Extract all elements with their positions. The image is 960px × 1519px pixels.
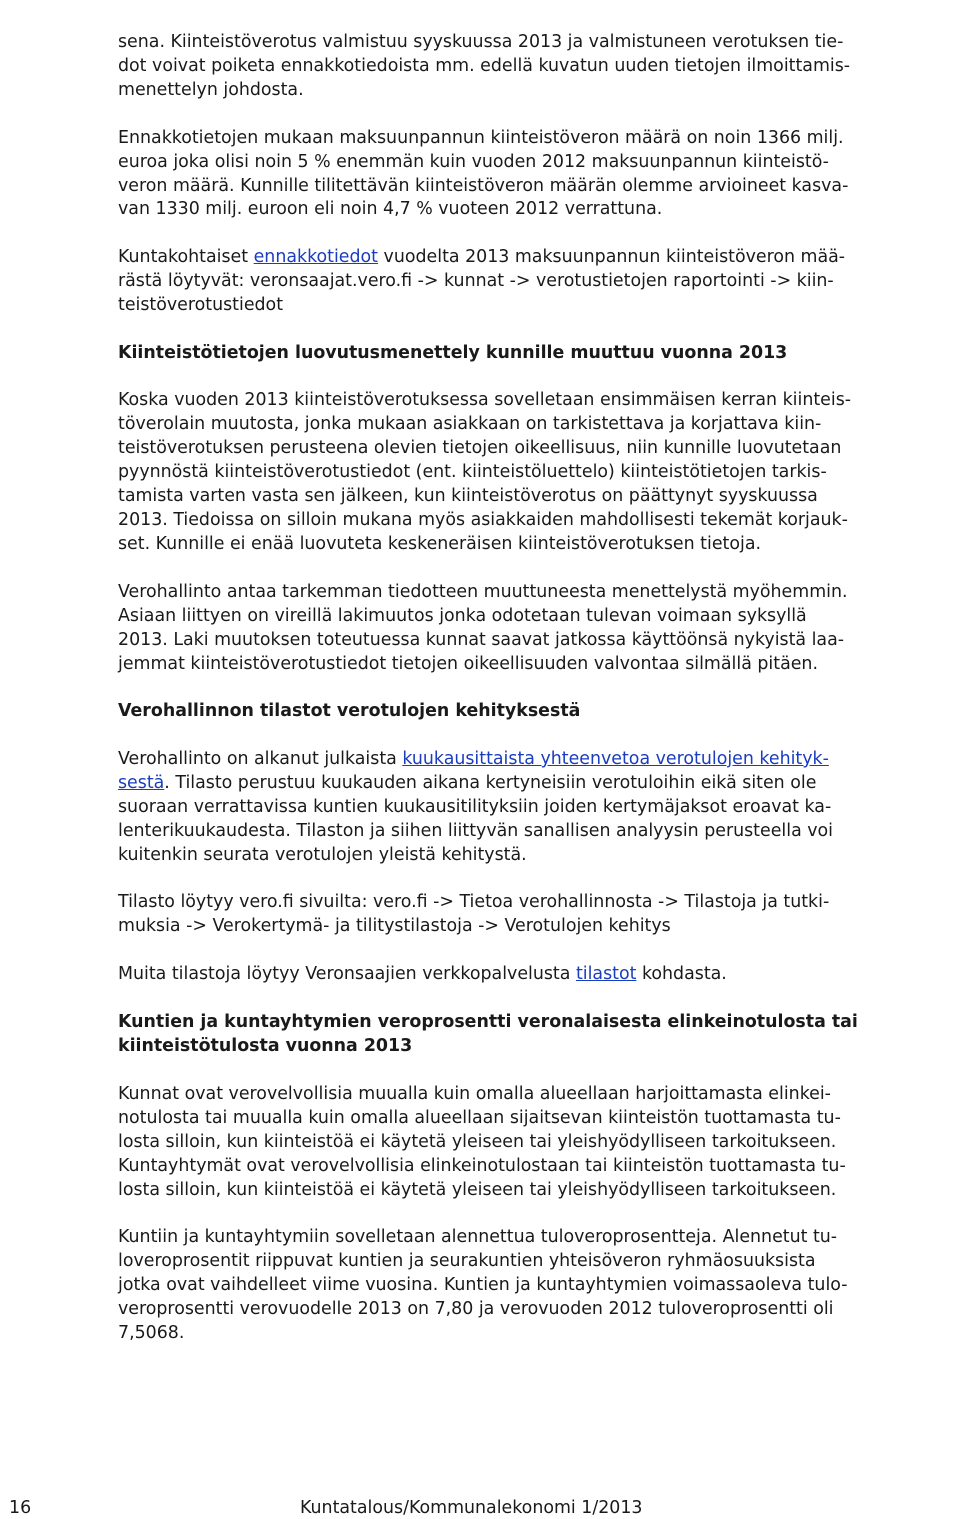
paragraph-line: losta silloin, kun kiinteistöä ei käytetä yleiseen tai yleishyödylliseen tarkoitukseen. [118,1180,837,1200]
paragraph-line [118,771,816,795]
paragraph-line: euroa joka olisi noin 5 % enemmän kuin vuoden 2012 maksuunpannun kiinteistö- [118,152,829,172]
paragraph-line: van 1330 milj. euroon eli noin 4,7 % vuoteen 2012 verrattuna. [118,199,663,219]
paragraph-line: Kuntayhtymät ovat verovelvollisia elinkeinotulostaan tai kiinteistön tuottamasta tu- [118,1156,846,1176]
paragraph-line [118,245,845,269]
text-segment: Kuntakohtaiset [118,247,254,267]
paragraph-line: 7,5068. [118,1323,185,1343]
paragraph-line: jotka ovat vaihdelleet viime vuosina. Kuntien ja kuntayhtymien voimassaoleva tulo- [118,1275,848,1295]
paragraph-line: teistöverotuksen perusteena olevien tietojen oikeellisuus, niin kunnille luovutetaan [118,438,842,458]
paragraph-line: Koska vuoden 2013 kiinteistöverotuksessa sovelletaan ensimmäisen kerran kiinteis- [118,390,852,410]
paragraph-line: Verohallinto antaa tarkemman tiedotteen muuttuneesta menettelystä myöhemmin. [118,582,848,602]
paragraph-line: notulosta tai muualla kuin omalla alueellaan sijaitsevan kiinteistön tuottamasta tu- [118,1108,841,1128]
paragraph-line: set. Kunnille ei enää luovuteta keskeneräisen kiinteistöverotuksen tietoja. [118,534,762,554]
paragraph-line: veroprosentti verovuodelle 2013 on 7,80 ja verovuoden 2012 tuloveroprosentti oli [118,1299,834,1319]
kuukausittaista-yhteenvetoa-link-cont[interactable]: sestä [118,773,165,793]
section-heading-verohallinnon-tilastot: Verohallinnon tilastot verotulojen kehityksestä [118,701,581,721]
ennakkotiedot-link[interactable]: ennakkotiedot [253,247,379,267]
paragraph-line: töverolain muutosta, jonka mukaan asiakkaan on tarkistettava ja korjattava kiin- [118,414,822,434]
paragraph-line: muksia -> Verokertymä- ja tilitystilastoja -> Verotulojen kehitys [118,916,671,936]
kuukausittaista-yhteenvetoa-link[interactable]: kuukausittaista yhteenvetoa verotulojen kehityk- [402,749,829,769]
paragraph-line: jemmat kiinteistöverotustiedot tietojen oikeellisuuden valvontaa silmällä pitäen. [118,654,818,674]
paragraph-line: Tilasto löytyy vero.fi sivuilta: vero.fi -> Tietoa verohallinnosta -> Tilastoja ja tutki- [118,892,830,912]
paragraph-line: teistöverotustiedot [118,295,284,315]
paragraph-line: Ennakkotietojen mukaan maksuunpannun kiinteistöveron määrä on noin 1366 milj. [118,128,844,148]
text-segment: Verohallinto on alkanut julkaista [118,749,403,769]
text-segment: Muita tilastoja löytyy Veronsaajien verkkopalvelusta [118,964,576,984]
section-heading-veroprosentti: Kuntien ja kuntayhtymien veroprosentti veronalaisesta elinkeinotulosta tai [118,1012,858,1032]
section-heading-veroprosentti-cont: kiinteistötulosta vuonna 2013 [118,1036,413,1056]
paragraph-line: tamista varten vasta sen jälkeen, kun kiinteistöverotus on päättynyt syyskuussa [118,486,818,506]
text-segment: vuodelta 2013 maksuunpannun kiinteistöveron mää- [378,247,846,267]
paragraph-line: Kunnat ovat verovelvollisia muualla kuin omalla alueellaan harjoittamasta elinkei- [118,1084,831,1104]
paragraph-line: veron määrä. Kunnille tilitettävän kiinteistöveron määrän olemme arvioineet kasva- [118,176,849,196]
text-segment: . Tilasto perustuu kuukauden aikana kertyneisiin verotuloihin eikä siten ole [164,773,817,793]
paragraph-line: menettelyn johdosta. [118,80,304,100]
paragraph-line: losta silloin, kun kiinteistöä ei käytetä yleiseen tai yleishyödylliseen tarkoitukseen. [118,1132,837,1152]
paragraph-line: dot voivat poiketa ennakkotiedoista mm. edellä kuvatun uuden tietojen ilmoittamis- [118,56,851,76]
paragraph-line [118,747,829,771]
section-heading-kiinteistotietojen: Kiinteistötietojen luovutusmenettely kunnille muuttuu vuonna 2013 [118,343,788,363]
paragraph-line: suoraan verrattavissa kuntien kuukausitilityksiin joiden kertymäjaksot eroavat ka- [118,797,832,817]
paragraph-line: 2013. Tiedoissa on silloin mukana myös asiakkaiden mahdollisesti tekemät korjauk- [118,510,848,530]
page-number: 16 [9,1498,32,1518]
paragraph-line: kuitenkin seurata verotulojen yleistä kehitystä. [118,845,527,865]
publication-footer: Kuntatalous/Kommunalekonomi 1/2013 [300,1498,643,1518]
paragraph-line: Kuntiin ja kuntayhtymiin sovelletaan alennettua tuloveroprosentteja. Alennetut tu- [118,1227,838,1247]
paragraph-line: pyynnöstä kiinteistöverotustiedot (ent. kiinteistöluettelo) kiinteistötietojen tarkis- [118,462,827,482]
paragraph-line: 2013. Laki muutoksen toteutuessa kunnat saavat jatkossa käyttöönsä nykyistä laa- [118,630,845,650]
paragraph-line [118,962,727,986]
paragraph-line: sena. Kiinteistöverotus valmistuu syyskuussa 2013 ja valmistuneen verotuksen tie- [118,32,844,52]
tilastot-link[interactable]: tilastot [575,964,637,984]
paragraph-line: lenterikuukaudesta. Tilaston ja siihen liittyvän sanallisen analyysin perusteella voi [118,821,834,841]
paragraph-line: rästä löytyvät: veronsaajat.vero.fi -> kunnat -> verotustietojen raportointi -> kiin- [118,271,834,291]
paragraph-line: Asiaan liittyen on vireillä lakimuutos jonka odotetaan tulevan voimaan syksyllä [118,606,807,626]
paragraph-line: loveroprosentit riippuvat kuntien ja seurakuntien yhteisöveron ryhmäosuuksista [118,1251,816,1271]
text-segment: kohdasta. [636,964,727,984]
